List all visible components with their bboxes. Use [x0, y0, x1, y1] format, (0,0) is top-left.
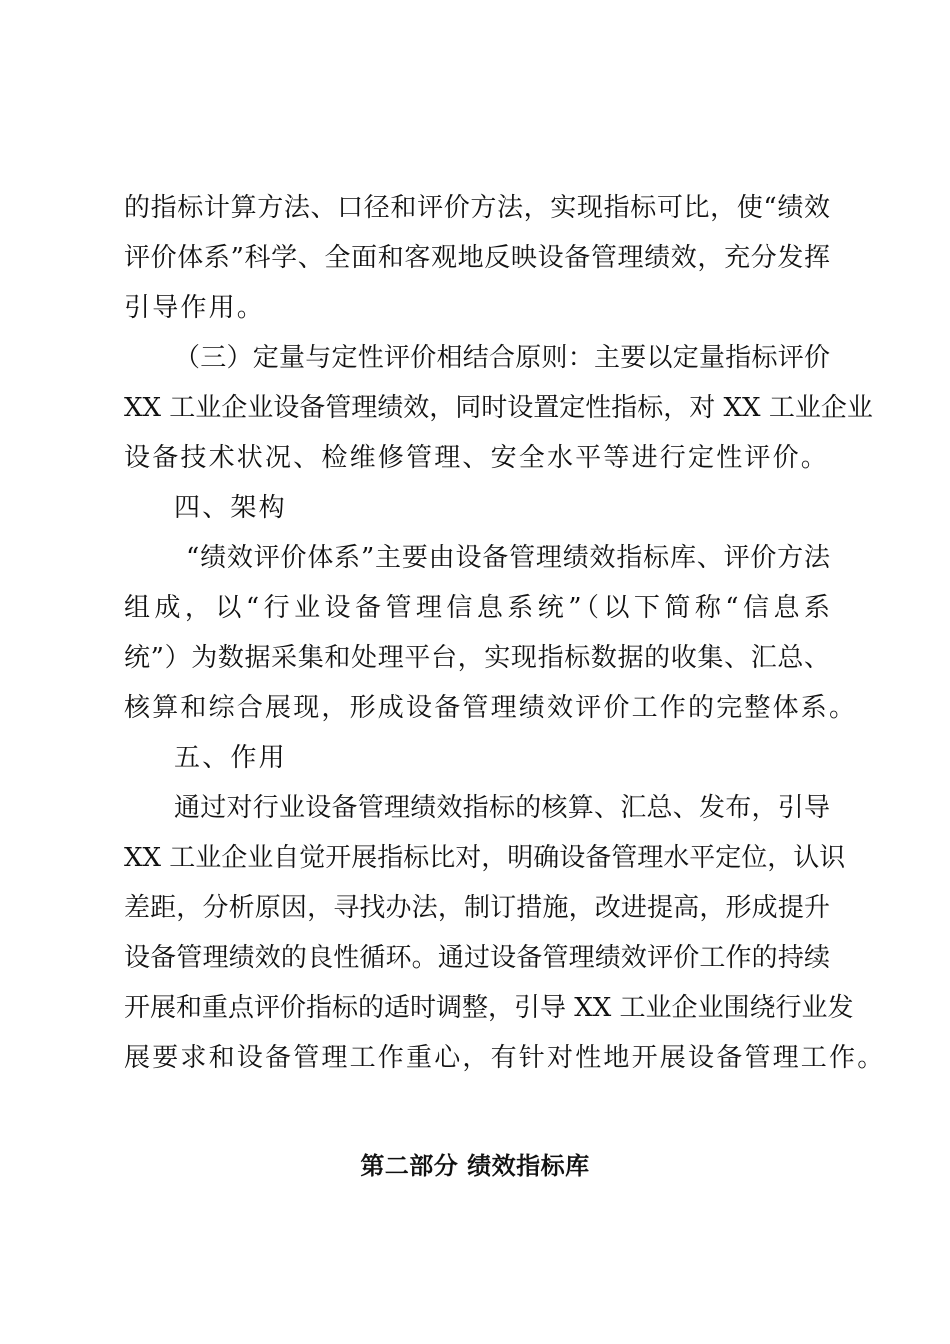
- section-heading: 五、作用: [174, 743, 287, 773]
- body-text-line: 组成，以“行业设备管理信息系统”（以下简称“信息系: [124, 593, 830, 623]
- body-text-line: （三）定量与定性评价相结合原则：主要以定量指标评价: [174, 343, 830, 373]
- body-text-line: 的指标计算方法、口径和评价方法，实现指标可比，使“绩效: [124, 193, 830, 223]
- body-text-line: 通过对行业设备管理绩效指标的核算、汇总、发布，引导: [174, 793, 830, 823]
- body-text-line: 核算和综合展现，形成设备管理绩效评价工作的完整体系。: [124, 693, 858, 723]
- body-text-line: “绩效评价体系”主要由设备管理绩效指标库、评价方法: [186, 543, 830, 573]
- body-text-line: 设备管理绩效的良性循环。通过设备管理绩效评价工作的持续: [124, 943, 830, 973]
- body-text-line: 统”）为数据采集和处理平台，实现指标数据的收集、汇总、: [124, 643, 830, 673]
- body-text-line: 开展和重点评价指标的适时调整，引导 XX 工业企业围绕行业发: [124, 993, 854, 1023]
- body-text-line: 引导作用。: [124, 293, 266, 323]
- body-text-line: XX 工业企业自觉开展指标比对，明确设备管理水平定位，认识: [124, 843, 846, 873]
- part-title: 第二部分 绩效指标库: [360, 1152, 590, 1180]
- body-text-line: XX 工业企业设备管理绩效，同时设置定性指标，对 XX 工业企业: [124, 393, 873, 423]
- body-text-line: 差距，分析原因，寻找办法，制订措施，改进提高，形成提升: [124, 893, 830, 923]
- body-text-line: 展要求和设备管理工作重心，有针对性地开展设备管理工作。: [124, 1043, 886, 1073]
- body-text-line: 评价体系”科学、全面和客观地反映设备管理绩效，充分发挥: [124, 243, 830, 273]
- body-text-line: 设备技术状况、检维修管理、安全水平等进行定性评价。: [124, 443, 830, 473]
- section-heading: 四、架构: [174, 493, 287, 523]
